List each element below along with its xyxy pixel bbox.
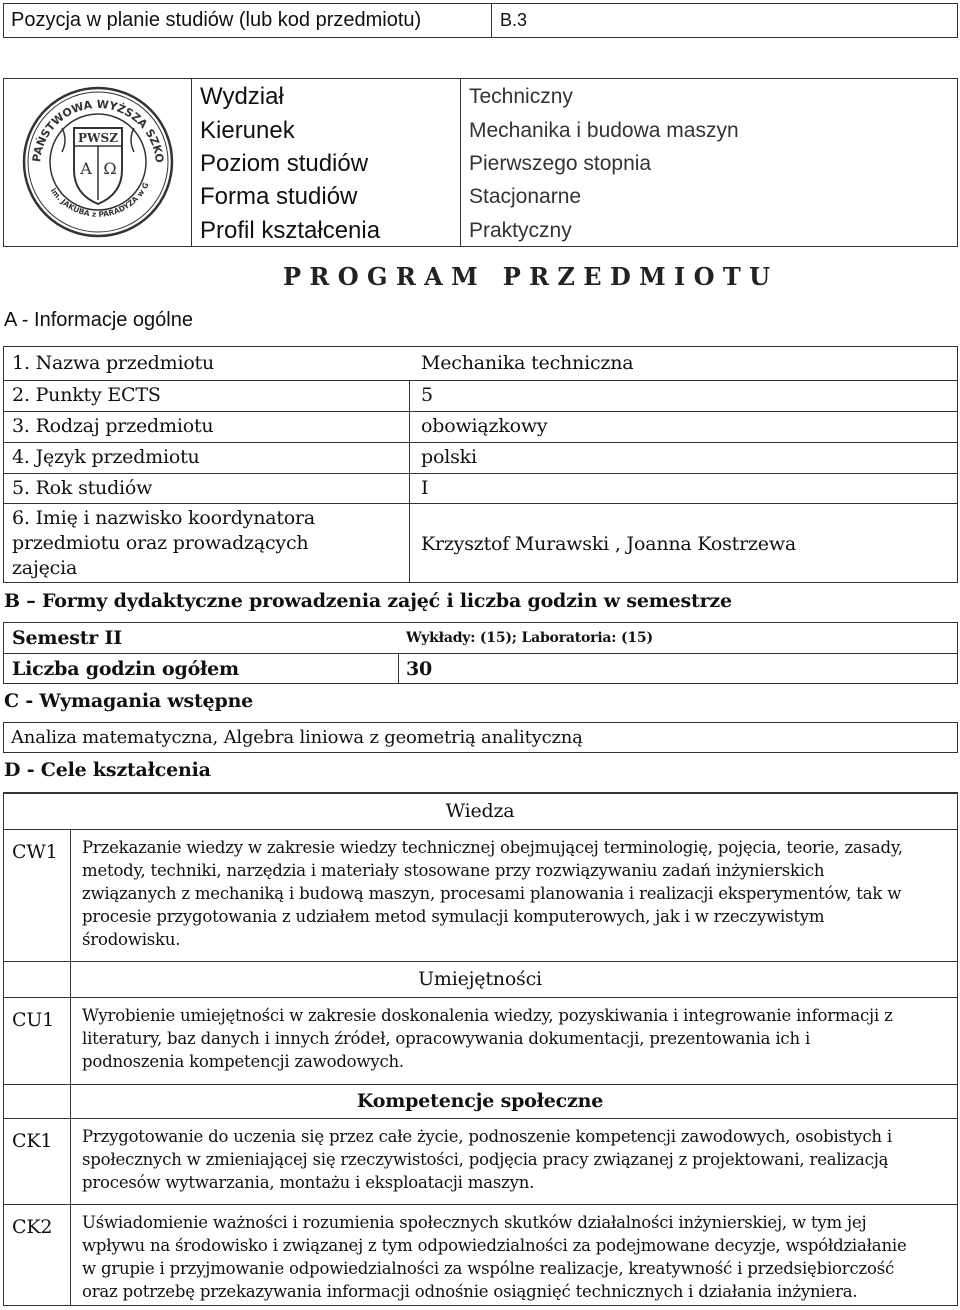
goal-group-heading: Umiejętności xyxy=(418,968,542,990)
coordinator-label-line: przedmiotu oraz prowadzących xyxy=(12,532,309,554)
goal-group-heading: Wiedza xyxy=(445,800,515,822)
hours-value: 30 xyxy=(406,658,433,680)
row-divider xyxy=(3,829,958,830)
goal-description-line: Przygotowanie do uczenia się przez całe życie, podnoszenie kompetencji zawodowych, osobistych i xyxy=(82,1127,892,1146)
faculty-value: Pierwszego stopnia xyxy=(469,151,652,175)
section-b-title: B – Formy dydaktyczne prowadzenia zajęć i liczba godzin w semestrze xyxy=(4,590,732,612)
info-value: polski xyxy=(421,446,477,468)
goal-code: CK1 xyxy=(12,1130,53,1152)
info-value: Mechanika techniczna xyxy=(421,352,634,374)
faculty-value: Techniczny xyxy=(469,84,573,108)
row-divider xyxy=(3,997,958,998)
info-label: 5. Rok studiów xyxy=(12,477,153,499)
position-code: B.3 xyxy=(500,10,528,30)
goal-description xyxy=(82,1211,952,1303)
section-a-title: A - Informacje ogólne xyxy=(4,309,193,331)
prerequisites-value: Analiza matematyczna, Algebra liniowa z geometrią analityczną xyxy=(11,727,583,748)
section-c-title: C - Wymagania wstępne xyxy=(4,690,254,712)
faculty-label: Profil kształcenia xyxy=(200,216,381,244)
semester-value: Wykłady: (15); Laboratoria: (15) xyxy=(406,630,653,646)
info-label: 2. Punkty ECTS xyxy=(12,384,161,406)
row-divider xyxy=(3,1204,958,1205)
goal-description xyxy=(82,836,952,951)
info-value: obowiązkowy xyxy=(421,415,548,437)
faculty-label: Kierunek xyxy=(200,116,295,144)
goal-description-line: Przekazanie wiedzy w zakresie wiedzy technicznej obejmującej terminologię, pojęcia, teorie, zasady, xyxy=(82,838,903,857)
row-divider xyxy=(3,1118,958,1119)
row-divider xyxy=(3,473,958,474)
svg-text:A: A xyxy=(80,159,92,178)
goal-description xyxy=(82,1004,952,1073)
code-column-divider xyxy=(70,829,71,1306)
svg-text:PWSZ: PWSZ xyxy=(78,131,118,145)
svg-text:Ω: Ω xyxy=(103,159,117,178)
goal-description-line: metody, techniki, narzędzia i materiały stosowane przy rozwiązywaniu zadań inżynierskich xyxy=(82,861,825,880)
row-divider xyxy=(3,411,958,412)
goal-description-line: oraz potrzebę przekazywania informacji odnośnie osiągnięć technicznych i działania inżyniera. xyxy=(82,1282,858,1301)
faculty-label: Wydział xyxy=(200,82,284,110)
goal-code: CK2 xyxy=(12,1216,53,1238)
goal-description-line: procesów wytwarzania, montażu i eksploatacji maszyn. xyxy=(82,1173,535,1192)
row-divider xyxy=(3,442,958,443)
svg-text:PAŃSTWOWA WYŻSZA SZKOŁA ZAWODO: PAŃSTWOWA WYŻSZA SZKO xyxy=(30,97,167,164)
position-label: Pozycja w planie studiów (lub kod przedmiotu) xyxy=(11,9,422,31)
svg-text:im. JAKUBA z PARADYŻA w GORZOW: im. JAKUBA z PARADYŻA w G xyxy=(48,180,151,219)
goal-group-heading: Kompetencje społeczne xyxy=(356,1090,604,1112)
goal-description xyxy=(82,1125,952,1194)
goal-code: CU1 xyxy=(12,1009,55,1031)
goal-description-line: podnoszenia kompetencji zawodowych. xyxy=(82,1052,404,1071)
goal-description-line: Wyrobienie umiejętności w zakresie doskonalenia wiedzy, pozyskiwania i integrowanie informacji z xyxy=(82,1006,893,1025)
goal-description-line: środowisku. xyxy=(82,930,181,949)
row-divider xyxy=(3,380,958,381)
info-label: 3. Rodzaj przedmiotu xyxy=(12,415,214,437)
hours-label: Liczba godzin ogółem xyxy=(12,658,239,680)
goal-description-line: w grupie i przyjmowanie odpowiedzialności za wspólne realizacje, kreatywność i przedsiębiorczość xyxy=(82,1259,895,1278)
faculty-label: Forma studiów xyxy=(200,182,358,210)
goal-description-line: Uświadomienie ważności i rozumienia społecznych skutków działalności inżynierskiej, w tym jej xyxy=(82,1213,867,1232)
goal-description-line: procesie przygotowania z udziałem metod symulacji komputerowych, jak i w rzeczywistym xyxy=(82,907,825,926)
goal-description-line: literatury, baz danych i innych źródeł, opracowywania dokumentacji, prezentowania ich i xyxy=(82,1029,811,1048)
coordinator-label-line: zajęcia xyxy=(12,557,78,579)
faculty-label: Poziom studiów xyxy=(200,149,369,177)
info-label: 1. Nazwa przedmiotu xyxy=(12,352,215,374)
info-value: I xyxy=(421,477,429,499)
coordinator-label-line: 6. Imię i nazwisko koordynatora xyxy=(12,507,316,529)
section-d-title: D - Cele kształcenia xyxy=(4,759,211,781)
school-seal-icon xyxy=(22,82,174,242)
faculty-value: Stacjonarne xyxy=(469,184,582,208)
goal-description-line: związanych z mechaniką i budową maszyn, procesami planowania i realizacji eksperymentów, tak w xyxy=(82,884,902,903)
column-divider xyxy=(409,380,410,583)
faculty-value: Mechanika i budowa maszyn xyxy=(469,118,739,142)
goal-code: CW1 xyxy=(12,841,58,863)
semester-label: Semestr II xyxy=(12,627,122,649)
school-logo xyxy=(22,82,174,242)
info-value: 5 xyxy=(421,384,433,406)
faculty-value: Praktyczny xyxy=(469,218,572,242)
coordinator-label xyxy=(12,506,402,581)
coordinator-value: Krzysztof Murawski , Joanna Kostrzewa xyxy=(421,532,797,555)
goal-description-line: wpływu na środowisko i związanej z tym odpowiedzialności za podejmowane decyzje, współdziałanie xyxy=(82,1236,907,1255)
program-title: P R O G R A M P R Z E D M I O T U xyxy=(283,262,771,291)
info-label: 4. Język przedmiotu xyxy=(12,446,200,468)
goal-description-line: społecznych w zmieniającej się rzeczywistości, podjęcia pracy związanej z projektowani, realizacją xyxy=(82,1150,889,1169)
